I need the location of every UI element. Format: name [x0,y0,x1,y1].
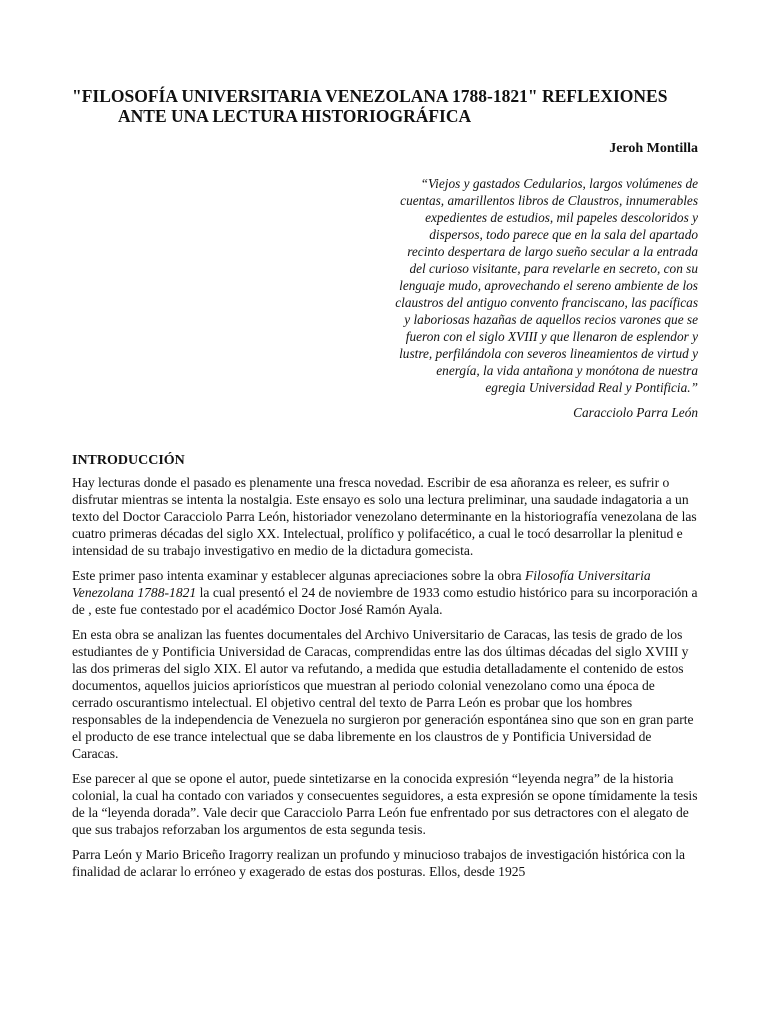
epigraph-attribution: Caracciolo Parra León [573,405,698,420]
paragraph-3: En esta obra se analizan las fuentes documentales del Archivo Universitario de Caracas, las tesis de grado de los estudiantes de y Pontificia Universidad de Caracas, comprendidas entre las dos últimas décadas del siglo XVIII y las dos primeras del siglo XIX. El autor va refutando, a medida que estudia detalladamente el contenido de estos documentos, aquellos juicios apriorísticos que muestran al periodo colonial venezolano como una época de cerrado oscurantismo intelectual. El objetivo central del texto de Parra León es probar que los hombres responsables de la independencia de Venezuela no surgieron por generación espontánea sino que son en gran parte el producto de ese trance intelectual que se daba libremente en los claustros de y Pontificia Universidad de Caracas. [72,627,694,761]
paragraph-2-text: Este primer paso intenta examinar y establecer algunas apreciaciones sobre la obra [72,568,525,583]
epigraph-line: recinto despertara de largo sueño secular a la entrada [407,244,698,259]
epigraph-quote [348,175,698,396]
title-line-2: ANTE UNA LECTURA HISTORIOGRÁFICA [118,106,472,126]
epigraph-line: y laboriosas hazañas de aquellos recios varones que se [404,312,698,327]
epigraph-line: energía, la vida antañona y monótona de nuestra [436,363,698,378]
epigraph-line: “Viejos y gastados Cedularios, largos volúmenes de [420,176,698,191]
paragraph-2 [72,567,698,618]
epigraph-line: egregia Universidad Real y Pontificia.” [485,380,698,395]
epigraph-line: lustre, perfilándola con severos lineamientos de virtud y [399,346,698,361]
document-title [72,86,698,126]
author-name: Jeroh Montilla [609,141,698,156]
section-heading: INTRODUCCIÓN [72,453,185,468]
epigraph-line: dispersos, todo parece que en la sala del apartado [429,227,698,242]
epigraph-line: claustros del antiguo convento franciscano, las pacíficas [395,295,698,310]
epigraph-line: del curioso visitante, para revelarle en secreto, con su [409,261,698,276]
document-page [72,86,698,888]
paragraph-1: Hay lecturas donde el pasado es plenamente una fresca novedad. Escribir de esa añoranza es releer, es sufrir o disfrutar mientras se intenta la nostalgia. Este ensayo es solo una lectura preliminar, una saudade indagatoria a un texto del Doctor Caracciolo Parra León, historiador venezolano determinante en la historiografía venezolana de las cuatro primeras décadas del siglo XX. Intelectual, prolífico y polifacético, a cual le tocó desarrollar la plenitud e intensidad de su trabajo investigativo en medio de la dictadura gomecista. [72,475,697,558]
epigraph-line: expedientes de estudios, mil papeles descoloridos y [425,210,698,225]
epigraph-line: fueron con el siglo XVIII y que llenaron de esplendor y [405,329,698,344]
epigraph-line: cuentas, amarillentos libros de Claustros, innumerables [400,193,698,208]
book-title: Filosofía Universitaria Venezolana 1788-1821 [72,568,651,600]
title-line-1: "FILOSOFÍA UNIVERSITARIA VENEZOLANA 1788-1821" REFLEXIONES [72,86,668,106]
epigraph-line: lenguaje mudo, aprovechando el sereno ambiente de los [399,278,698,293]
paragraph-4: Ese parecer al que se opone el autor, puede sintetizarse en la conocida expresión “leyenda negra” de la historia colonial, la cual ha contado con variados y consecuentes seguidores, a esta expresión se opone tímidamente la tesis de la “leyenda dorada”. Vale decir que Caracciolo Parra León fue enfrentado por sus detractores con el alegato de que sus trabajos reforzaban los argumentos de esta segunda tesis. [72,771,698,837]
paragraph-5: Parra León y Mario Briceño Iragorry realizan un profundo y minucioso trabajos de investigación histórica con la finalidad de aclarar lo erróneo y exagerado de estas dos posturas. Ellos, desde 1925 [72,847,686,879]
paragraph-2-text: la cual presentó el 24 de noviembre de 1933 como estudio histórico para su incorporación a de , este fue contestado por el académico Doctor José Ramón Ayala. [72,585,698,617]
